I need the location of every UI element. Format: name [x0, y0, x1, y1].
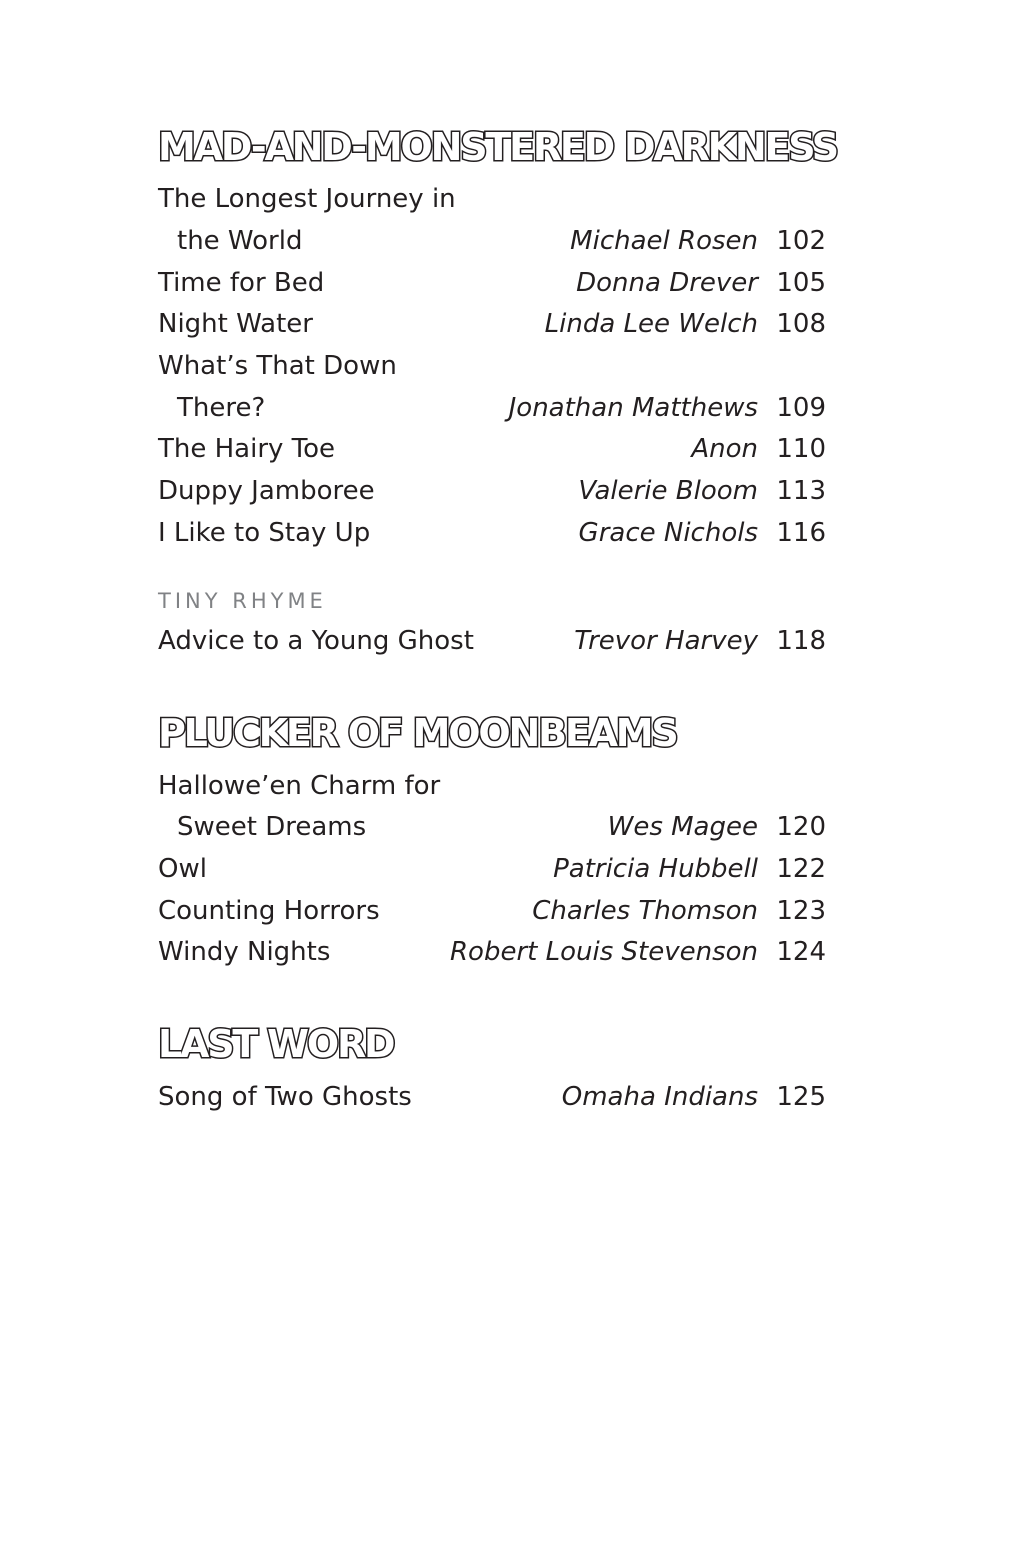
- entry-author: Jonathan Matthews: [508, 393, 758, 423]
- entry-author: Grace Nichols: [578, 518, 758, 548]
- entry-title: Time for Bed: [158, 268, 325, 298]
- section-heading: PLUCKER OF MOONBEAMS: [158, 711, 677, 755]
- entry-title: Night Water: [158, 309, 313, 339]
- entry-title: Windy Nights: [158, 937, 331, 967]
- entry-title-continued: Sweet Dreams: [177, 812, 367, 842]
- entry-title: Hallowe’en Charm for: [158, 771, 441, 801]
- entry-author: Charles Thomson: [532, 896, 758, 926]
- entry-page-number: 118: [776, 626, 826, 656]
- entry-title: Song of Two Ghosts: [158, 1082, 412, 1112]
- entry-title: What’s That Down: [158, 351, 397, 381]
- entry-page-number: 124: [776, 937, 826, 967]
- section-heading: MAD-AND-MONSTERED DARKNESS: [158, 125, 837, 169]
- entry-page-number: 116: [776, 518, 826, 548]
- entry-title: Duppy Jamboree: [158, 476, 375, 506]
- entry-title: Advice to a Young Ghost: [158, 626, 474, 656]
- entry-title-continued: There?: [177, 393, 266, 423]
- entry-page-number: 105: [776, 268, 826, 298]
- entry-author: Robert Louis Stevenson: [449, 937, 758, 967]
- entry-page-number: 108: [776, 309, 826, 339]
- entry-author: Trevor Harvey: [574, 626, 758, 656]
- entry-author: Donna Drever: [576, 268, 758, 298]
- entry-title: I Like to Stay Up: [158, 518, 371, 548]
- entry-page-number: 110: [776, 434, 826, 464]
- entry-page-number: 102: [776, 226, 826, 256]
- entry-page-number: 123: [776, 896, 826, 926]
- entry-page-number: 125: [776, 1082, 826, 1112]
- entry-author: Linda Lee Welch: [544, 309, 758, 339]
- entry-title: Counting Horrors: [158, 896, 380, 926]
- entry-title: The Hairy Toe: [158, 434, 336, 464]
- entry-author: Omaha Indians: [561, 1082, 758, 1112]
- section-heading: LAST WORD: [158, 1022, 394, 1066]
- entry-page-number: 113: [776, 476, 826, 506]
- subsection-heading: TINY RHYME: [158, 589, 327, 613]
- entry-title: The Longest Journey in: [158, 184, 456, 214]
- entry-author: Valerie Bloom: [578, 476, 758, 506]
- entry-page-number: 122: [776, 854, 826, 884]
- entry-author: Patricia Hubbell: [553, 854, 758, 884]
- entry-title: Owl: [158, 854, 207, 884]
- entry-author: Wes Magee: [607, 812, 758, 842]
- entry-author: Anon: [691, 434, 758, 464]
- entry-title-continued: the World: [177, 226, 303, 256]
- entry-page-number: 109: [776, 393, 826, 423]
- entry-page-number: 120: [776, 812, 826, 842]
- entry-author: Michael Rosen: [570, 226, 758, 256]
